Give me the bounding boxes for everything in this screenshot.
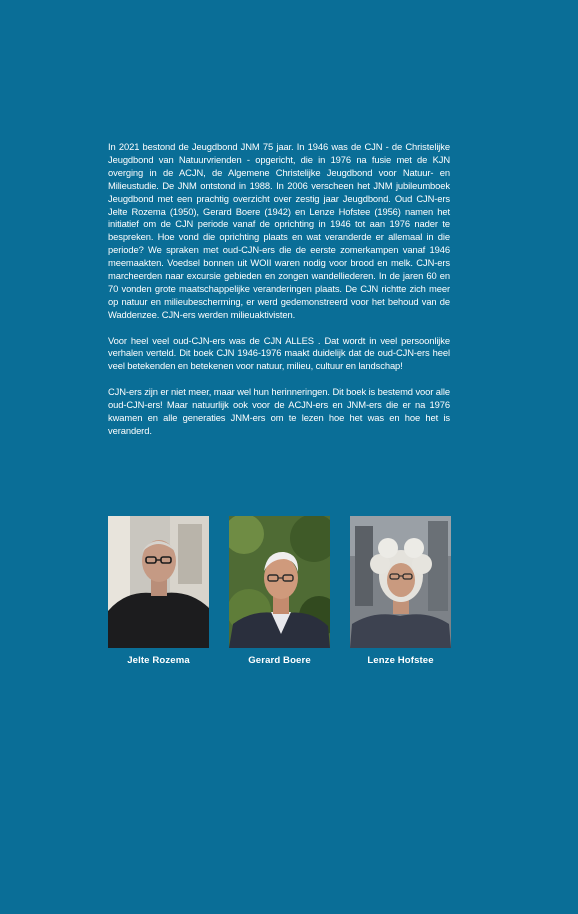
intro-paragraph: In 2021 bestond de Jeugdbond JNM 75 jaar. In 1946 was de CJN - de Christelijke Jeugdbond van Natuurvrienden - opgericht, die in 1976 na fusie met de KJN overging in de ACJN, de Algemene Christelijke Jeugdbond voor Natuur- en Milieustudie. De JNM ontstond in 1988. In 2006 verscheen het JNM jubileumboek Jeugdbond met een prachtig overzicht over zestig jaar Jeugdbond. Oud CJN-ers Jelte Rozema (1950), Gerard Boere (1942) en Lenze Hofstee (1956) namen het initiatief om de CJN periode vanaf de oprichting in 1946 tot aan 1976 nader te bespreken. Hoe vond die oprichting plaats en wat veranderde er allemaal in die periode? We spraken met oud-CJN-ers die de eerste zomerkampen vanaf 1946 meemaakten. Voedsel bonnen uit WOII waren nodig voor brood en melk. CJN-ers marcheerden naar excursie gebieden en zongen wandelliederen. In de jaren 60 en 70 vonden grote maatschappelijke veranderingen plaats. De CJN richtte zich meer op natuur en milieubescherming, er werd gedemonstreerd voor het behoud van de Waddenzee. CJN-ers werden milieuaktivisten. <box>108 141 450 320</box>
portrait-photo-jelte <box>108 516 209 648</box>
portrait-photo-gerard <box>229 516 330 648</box>
portrait-gerard-image <box>229 516 330 648</box>
author-photos <box>108 516 451 666</box>
caption-gerard-boere: Gerard Boere <box>248 655 311 666</box>
portrait-lenze-image <box>350 516 451 648</box>
third-paragraph: CJN-ers zijn er niet meer, maar wel hun herinneringen. Dit boek is bestemd voor alle oud-CJN-ers! Maar natuurlijk ook voor de ACJN-ers en JNM-ers die er na 1976 kwamen en alle generaties JNM-ers om te lezen hoe het was en hoe het is veranderd. <box>108 386 450 436</box>
portrait-jelte-image <box>108 516 209 648</box>
author-gerard <box>229 516 330 666</box>
caption-lenze-hofstee: Lenze Hofstee <box>367 655 434 666</box>
author-lenze <box>350 516 451 666</box>
second-paragraph: Voor heel veel oud-CJN-ers was de CJN ALLES . Dat wordt in veel persoonlijke verhalen verteld. Dit boek CJN 1946-1976 maakt duidelijk dat de oud-CJN-ers heel veel betekenden en betekenen voor natuur, milieu, cultuur en landschap! <box>108 334 450 372</box>
caption-jelte-rozema: Jelte Rozema <box>127 655 190 666</box>
author-jelte <box>108 516 209 666</box>
back-cover-text <box>108 141 450 451</box>
portrait-photo-lenze <box>350 516 451 648</box>
